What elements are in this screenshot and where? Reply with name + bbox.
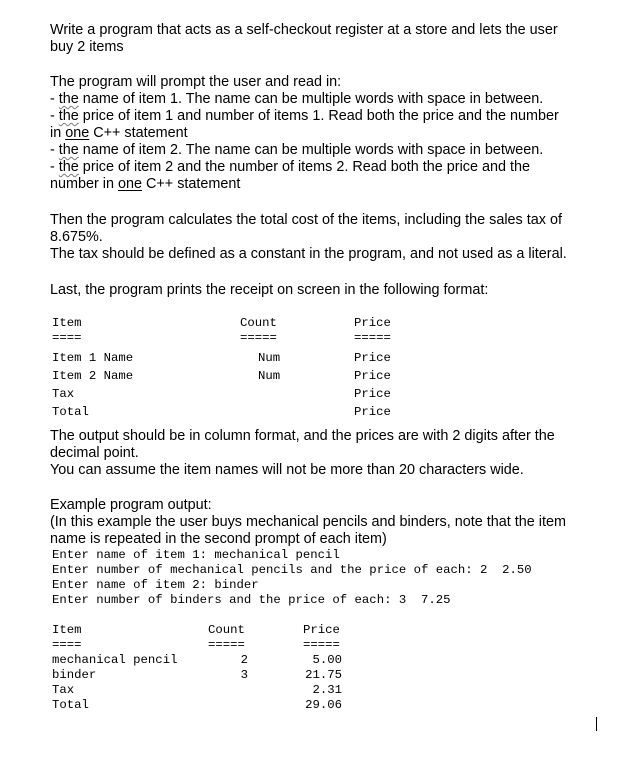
prompt-bullet-4: - the price of item 2 and the number of items 2. Read both the price and the [50, 159, 530, 175]
receipt-intro: Last, the program prints the receipt on screen in the following format: [50, 282, 489, 298]
example-underline-price: ===== [303, 638, 340, 652]
example-row-3-item: Tax [52, 683, 75, 697]
example-row-4-price: 29.06 [305, 698, 342, 712]
example-header-item: Item [52, 623, 82, 637]
example-row-2-count: 3 [240, 668, 248, 682]
intro-line-2: buy 2 items [50, 39, 124, 55]
format-row-2-price: Price [354, 369, 391, 383]
prompt-bullet-2-cont: in one C++ statement [50, 125, 188, 141]
notes-line-1: The output should be in column format, and the prices are with 2 digits after the [50, 428, 555, 444]
console-line-4: Enter number of binders and the price of each: 3 7.25 [52, 593, 451, 607]
prompt-bullet-2: - the price of item 1 and number of items 1. Read both the price and the number [50, 108, 559, 124]
format-row-4-item: Total [52, 405, 89, 419]
format-header-price: Price [354, 316, 391, 330]
format-header-count: Count [240, 316, 277, 330]
format-row-3-item: Tax [52, 387, 75, 401]
format-row-1-item: Item 1 Name [52, 351, 134, 365]
format-row-3-price: Price [354, 387, 391, 401]
format-row-1-price: Price [354, 351, 391, 365]
example-desc-1: (In this example the user buys mechanical pencils and binders, note that the item [50, 514, 566, 530]
example-title: Example program output: [50, 497, 212, 513]
example-row-2-item: binder [52, 668, 97, 682]
example-header-price: Price [303, 623, 340, 637]
example-underline-item: ==== [52, 638, 82, 652]
format-row-2-item: Item 2 Name [52, 369, 134, 383]
text-cursor [596, 717, 597, 731]
console-line-1: Enter name of item 1: mechanical pencil [52, 548, 340, 562]
console-line-3: Enter name of item 2: binder [52, 578, 259, 592]
format-underline-item: ==== [52, 331, 82, 345]
prompt-lead: The program will prompt the user and read in: [50, 74, 342, 90]
format-row-4-price: Price [354, 405, 391, 419]
format-row-1-count: Num [258, 351, 281, 365]
notes-line-3: You can assume the item names will not be more than 20 characters wide. [50, 462, 524, 478]
format-underline-count: ===== [240, 331, 277, 345]
example-row-3-price: 2.31 [312, 683, 342, 697]
format-header-item: Item [52, 316, 82, 330]
example-row-2-price: 21.75 [305, 668, 342, 682]
example-row-4-item: Total [52, 698, 89, 712]
example-header-count: Count [208, 623, 245, 637]
prompt-bullet-1: - the name of item 1. The name can be multiple words with space in between. [50, 91, 544, 107]
example-row-1-item: mechanical pencil [52, 653, 178, 667]
intro-line-1: Write a program that acts as a self-checkout register at a store and lets the user [50, 22, 558, 38]
prompt-bullet-4-cont: number in one C++ statement [50, 176, 241, 192]
notes-line-2: decimal point. [50, 445, 139, 461]
example-underline-count: ===== [208, 638, 245, 652]
calc-line-1: Then the program calculates the total cost of the items, including the sales tax of [50, 212, 562, 228]
example-row-1-count: 2 [240, 653, 248, 667]
console-line-2: Enter number of mechanical pencils and the price of each: 2 2.50 [52, 563, 532, 577]
format-underline-price: ===== [354, 331, 391, 345]
example-desc-2: name is repeated in the second prompt of each item) [50, 531, 387, 547]
example-row-1-price: 5.00 [312, 653, 342, 667]
prompt-bullet-3: - the name of item 2. The name can be multiple words with space in between. [50, 142, 544, 158]
format-row-2-count: Num [258, 369, 281, 383]
calc-line-3: The tax should be defined as a constant in the program, and not used as a literal. [50, 246, 567, 262]
calc-line-2: 8.675%. [50, 229, 103, 245]
